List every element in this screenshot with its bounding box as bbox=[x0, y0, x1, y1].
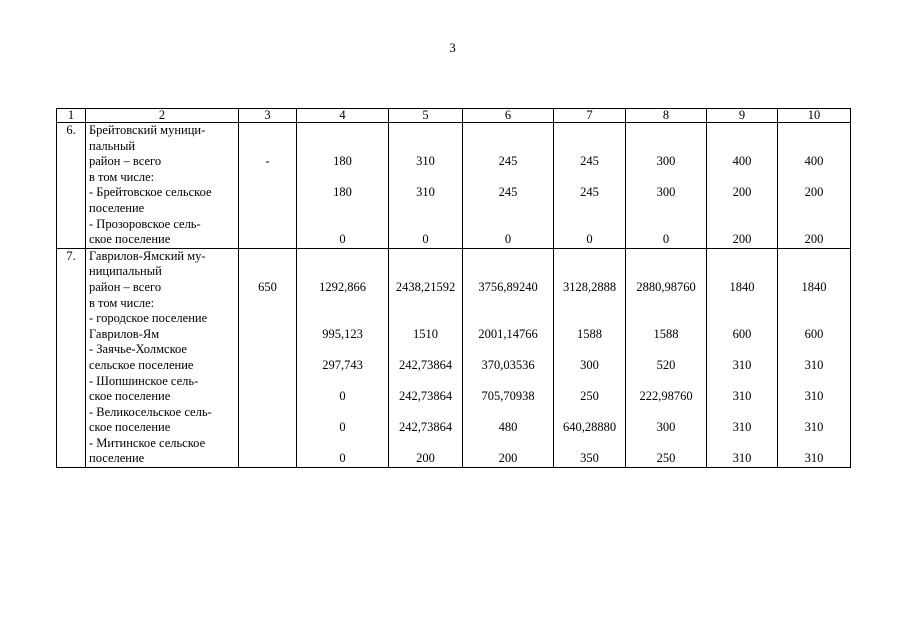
value-line bbox=[392, 123, 459, 139]
value-line bbox=[557, 374, 622, 390]
value-line bbox=[629, 139, 703, 155]
value-cell-col-6 bbox=[463, 248, 554, 467]
column-number: 8 bbox=[626, 109, 707, 123]
value-line bbox=[242, 217, 293, 233]
value-line bbox=[300, 139, 385, 155]
value-cell-col-8 bbox=[626, 248, 707, 467]
value-line bbox=[300, 374, 385, 390]
value-line bbox=[710, 201, 774, 217]
value-line bbox=[300, 264, 385, 280]
value-line bbox=[710, 139, 774, 155]
value-line bbox=[710, 123, 774, 139]
value-line bbox=[710, 296, 774, 312]
value-line bbox=[242, 342, 293, 358]
value-line bbox=[629, 249, 703, 265]
value-line bbox=[557, 139, 622, 155]
value-line bbox=[781, 264, 847, 280]
value-line bbox=[557, 201, 622, 217]
value-line: 310 bbox=[732, 451, 752, 466]
value-cell-col-7 bbox=[554, 123, 626, 249]
value-line: 310 bbox=[804, 357, 824, 372]
value-line bbox=[392, 342, 459, 358]
value-cell-col-10 bbox=[778, 123, 851, 249]
value-line: 705,70938 bbox=[481, 389, 535, 404]
value-line: 200 bbox=[804, 185, 824, 200]
value-line: 0 bbox=[339, 389, 346, 404]
value-line bbox=[557, 405, 622, 421]
page-number: 3 bbox=[449, 40, 456, 55]
value-line: 310 bbox=[416, 185, 435, 200]
value-line bbox=[557, 264, 622, 280]
value-line: 0 bbox=[504, 232, 512, 247]
column-number: 3 bbox=[239, 109, 297, 123]
value-line bbox=[300, 201, 385, 217]
value-line bbox=[242, 232, 293, 248]
value-line: 250 bbox=[656, 451, 676, 466]
value-line bbox=[629, 296, 703, 312]
value-line: 242,73864 bbox=[398, 357, 453, 372]
value-line: 0 bbox=[339, 232, 346, 247]
value-line: 2880,98760 bbox=[636, 279, 696, 294]
value-line: 1588 bbox=[577, 326, 602, 341]
row-index-text: 6. bbox=[66, 123, 76, 137]
value-line: 310 bbox=[732, 357, 752, 372]
value-line bbox=[781, 139, 847, 155]
value-line bbox=[629, 264, 703, 280]
district-name-cell bbox=[86, 123, 239, 249]
district-name-line: - Прозоровское сель- bbox=[89, 216, 201, 231]
value-line bbox=[242, 201, 293, 217]
district-name-line: - Шопшинское сель- bbox=[89, 373, 199, 388]
value-line bbox=[710, 170, 774, 186]
district-name-line: ское поселение bbox=[89, 420, 171, 435]
value-line: 2438,21592 bbox=[395, 279, 456, 294]
value-line bbox=[781, 170, 847, 186]
district-name-line: в том числе: bbox=[89, 295, 155, 310]
value-line bbox=[466, 123, 550, 139]
value-line: 250 bbox=[580, 389, 599, 404]
value-cell-col-4 bbox=[297, 248, 389, 467]
value-line: 180 bbox=[333, 185, 352, 200]
value-line bbox=[629, 311, 703, 327]
column-number: 1 bbox=[57, 109, 86, 123]
row-index bbox=[57, 248, 86, 467]
district-name-line: Гаврилов-Ямский му- bbox=[89, 248, 206, 263]
value-line bbox=[392, 217, 459, 233]
value-cell-col-4 bbox=[297, 123, 389, 249]
district-name-line: район – всего bbox=[89, 154, 162, 169]
value-line: 995,123 bbox=[322, 326, 363, 341]
value-line bbox=[242, 420, 293, 436]
value-line: 200 bbox=[498, 451, 518, 466]
value-line: 245 bbox=[498, 185, 518, 200]
value-line bbox=[781, 249, 847, 265]
value-line: 300 bbox=[656, 185, 676, 200]
value-line: 400 bbox=[732, 154, 752, 169]
column-number-row bbox=[57, 109, 851, 123]
value-line bbox=[781, 405, 847, 421]
row-index bbox=[57, 123, 86, 249]
value-cell-col-5 bbox=[389, 248, 463, 467]
value-cell-col-6 bbox=[463, 123, 554, 249]
value-line: 350 bbox=[580, 451, 599, 466]
value-line: 0 bbox=[586, 232, 593, 247]
value-line bbox=[557, 123, 622, 139]
value-line bbox=[466, 436, 550, 452]
column-number: 9 bbox=[707, 109, 778, 123]
value-line bbox=[242, 185, 293, 201]
value-line bbox=[710, 264, 774, 280]
value-line: 310 bbox=[804, 451, 824, 466]
value-line: 297,743 bbox=[322, 357, 363, 372]
value-line bbox=[392, 311, 459, 327]
value-line bbox=[629, 436, 703, 452]
district-name-line: поселение bbox=[89, 200, 145, 215]
value-line bbox=[466, 249, 550, 265]
value-cell-col-10 bbox=[778, 248, 851, 467]
value-line: 1510 bbox=[413, 326, 438, 341]
value-line bbox=[557, 170, 622, 186]
value-line: 242,73864 bbox=[398, 389, 453, 404]
value-line: 310 bbox=[804, 389, 824, 404]
value-line bbox=[242, 327, 293, 343]
value-line bbox=[710, 342, 774, 358]
value-line bbox=[242, 249, 293, 265]
value-line bbox=[466, 405, 550, 421]
district-name-line: пальный bbox=[89, 138, 136, 153]
value-line bbox=[557, 249, 622, 265]
value-line: 200 bbox=[804, 232, 824, 247]
value-line: 0 bbox=[339, 451, 346, 466]
value-line bbox=[466, 139, 550, 155]
value-cell-col-8 bbox=[626, 123, 707, 249]
district-name-line: поселение bbox=[89, 451, 145, 466]
value-line bbox=[781, 311, 847, 327]
value-line: 3128,2888 bbox=[562, 279, 617, 294]
value-line bbox=[300, 170, 385, 186]
value-line bbox=[629, 405, 703, 421]
value-line bbox=[629, 342, 703, 358]
value-line: 300 bbox=[580, 357, 599, 372]
value-line: 650 bbox=[258, 279, 277, 294]
value-line bbox=[300, 436, 385, 452]
value-line: 520 bbox=[656, 357, 676, 372]
district-name-line: Брейтовский муници- bbox=[89, 123, 206, 137]
value-line: 222,98760 bbox=[639, 389, 693, 404]
value-line: 3756,89240 bbox=[478, 279, 538, 294]
row-index-text: 7. bbox=[66, 248, 76, 263]
value-line bbox=[300, 311, 385, 327]
value-line bbox=[629, 123, 703, 139]
value-cell-col-3 bbox=[239, 248, 297, 467]
value-line: - bbox=[265, 154, 270, 169]
value-line bbox=[781, 374, 847, 390]
district-name-line: - Великосельское сель- bbox=[89, 404, 212, 419]
value-line bbox=[629, 201, 703, 217]
value-line bbox=[392, 436, 459, 452]
value-line: 242,73864 bbox=[398, 420, 453, 435]
value-line bbox=[300, 123, 385, 139]
value-line: 2001,14766 bbox=[478, 326, 538, 341]
value-line bbox=[242, 451, 293, 467]
value-line bbox=[242, 139, 293, 155]
value-line: 600 bbox=[804, 326, 824, 341]
table-row bbox=[57, 123, 851, 249]
value-line: 480 bbox=[498, 420, 518, 435]
value-cell-col-7 bbox=[554, 248, 626, 467]
value-line: 200 bbox=[416, 451, 435, 466]
value-cell-col-3 bbox=[239, 123, 297, 249]
value-line bbox=[466, 217, 550, 233]
column-number: 5 bbox=[389, 109, 463, 123]
value-line: 200 bbox=[732, 185, 752, 200]
value-line: 180 bbox=[333, 154, 352, 169]
value-line bbox=[557, 342, 622, 358]
value-line: 245 bbox=[498, 154, 518, 169]
value-line bbox=[781, 123, 847, 139]
value-line bbox=[781, 342, 847, 358]
value-line: 245 bbox=[580, 154, 599, 169]
value-line bbox=[242, 436, 293, 452]
value-line bbox=[242, 358, 293, 374]
district-name-line: - городское поселение bbox=[89, 311, 208, 326]
value-line bbox=[781, 217, 847, 233]
value-line: 245 bbox=[580, 185, 599, 200]
district-name-line: в том числе: bbox=[89, 169, 155, 184]
value-line: 400 bbox=[804, 154, 824, 169]
value-line bbox=[466, 311, 550, 327]
value-line: 200 bbox=[732, 232, 752, 247]
column-number: 2 bbox=[86, 109, 239, 123]
value-line: 1588 bbox=[653, 326, 679, 341]
value-line bbox=[300, 342, 385, 358]
value-line bbox=[392, 374, 459, 390]
column-number: 7 bbox=[554, 109, 626, 123]
value-line: 0 bbox=[339, 420, 346, 435]
value-line bbox=[466, 170, 550, 186]
value-line bbox=[242, 374, 293, 390]
value-line: 0 bbox=[662, 232, 670, 247]
value-line bbox=[242, 311, 293, 327]
value-line bbox=[710, 374, 774, 390]
value-line bbox=[466, 374, 550, 390]
district-name-line: район – всего bbox=[89, 279, 162, 294]
district-name-line: - Заячье-Холмское bbox=[89, 342, 187, 357]
value-line bbox=[300, 249, 385, 265]
value-line bbox=[242, 170, 293, 186]
value-line: 310 bbox=[732, 389, 752, 404]
column-number: 4 bbox=[297, 109, 389, 123]
value-line: 1292,866 bbox=[319, 279, 366, 294]
district-name-line: - Брейтовское сельское bbox=[89, 185, 212, 200]
value-cell-col-9 bbox=[707, 248, 778, 467]
district-name-line: сельское поселение bbox=[89, 357, 194, 372]
value-line bbox=[629, 170, 703, 186]
value-cell-col-9 bbox=[707, 123, 778, 249]
value-line bbox=[392, 405, 459, 421]
value-line bbox=[392, 249, 459, 265]
value-cell-col-5 bbox=[389, 123, 463, 249]
value-line bbox=[557, 296, 622, 312]
column-number: 10 bbox=[778, 109, 851, 123]
value-line: 310 bbox=[732, 420, 752, 435]
value-line bbox=[392, 139, 459, 155]
value-line bbox=[392, 296, 459, 312]
value-line: 300 bbox=[656, 420, 676, 435]
value-line bbox=[242, 389, 293, 405]
value-line bbox=[781, 201, 847, 217]
value-line: 310 bbox=[416, 154, 435, 169]
district-name-cell bbox=[86, 248, 239, 467]
value-line bbox=[300, 217, 385, 233]
value-line bbox=[392, 201, 459, 217]
value-line bbox=[300, 405, 385, 421]
value-line: 300 bbox=[656, 154, 676, 169]
value-line: 310 bbox=[804, 420, 824, 435]
value-line: 1840 bbox=[801, 279, 827, 294]
value-line: 1840 bbox=[729, 279, 755, 294]
value-line bbox=[781, 436, 847, 452]
district-name-line: - Митинское сельское bbox=[89, 435, 206, 450]
value-line bbox=[242, 296, 293, 312]
value-line bbox=[557, 217, 622, 233]
value-line: 600 bbox=[732, 326, 752, 341]
district-name-line: ское поселение bbox=[89, 232, 171, 247]
value-line bbox=[557, 436, 622, 452]
value-line bbox=[392, 264, 459, 280]
value-line bbox=[710, 311, 774, 327]
table-row bbox=[57, 248, 851, 467]
data-table bbox=[56, 108, 851, 468]
value-line bbox=[629, 217, 703, 233]
column-number: 6 bbox=[463, 109, 554, 123]
value-line bbox=[242, 405, 293, 421]
value-line bbox=[466, 264, 550, 280]
value-line bbox=[710, 217, 774, 233]
value-line: 370,03536 bbox=[481, 357, 535, 372]
value-line bbox=[466, 296, 550, 312]
value-line bbox=[781, 296, 847, 312]
district-name-line: ское поселение bbox=[89, 389, 171, 404]
value-line bbox=[300, 296, 385, 312]
value-line bbox=[710, 405, 774, 421]
value-line bbox=[466, 342, 550, 358]
value-line bbox=[392, 170, 459, 186]
district-name-line: ниципальный bbox=[89, 264, 162, 279]
value-line bbox=[629, 374, 703, 390]
value-line: 640,28880 bbox=[562, 420, 617, 435]
value-line bbox=[710, 249, 774, 265]
district-name-line: Гаврилов-Ям bbox=[89, 326, 160, 341]
value-line: 0 bbox=[422, 232, 429, 247]
value-line bbox=[242, 123, 293, 139]
value-line bbox=[466, 201, 550, 217]
value-line bbox=[557, 311, 622, 327]
value-line bbox=[710, 436, 774, 452]
value-line bbox=[242, 264, 293, 280]
